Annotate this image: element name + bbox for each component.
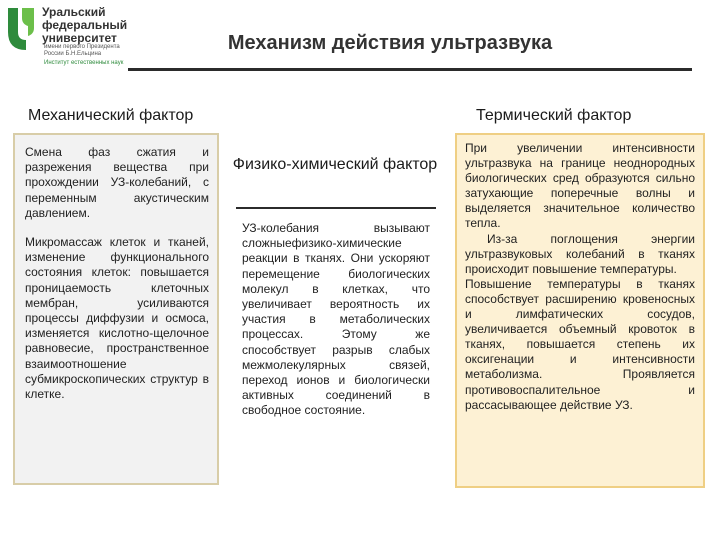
mechanical-factor-box [13, 133, 219, 485]
thermal-text-3: Повышение температуры в тканях способствует расширению кровеносных и лимфатических сосудов, увеличивается объемный кровоток в тканях, повышается степень их оксигенации и интенсивности метаболизма. Проявляется противовоспалительное и рассасывающее действие УЗ. [465, 276, 695, 412]
thermal-text-2: Из-за поглощения энергии ультразвуковых колебаний в тканях происходит повышение температуры. [465, 231, 695, 276]
university-logo [4, 4, 128, 76]
physicochemical-factor-box [234, 217, 438, 479]
logo-subtitle: имени первого Президента России Б.Н.Ельцина [44, 44, 120, 57]
physicochemical-text: УЗ-колебания вызывают сложныефизико-химические реакции в тканях. Они ускоряют перемещение биологических молекул в клетках, что увеличивает вероятность их участия в метаболических процессах. Этому же способствует разрыв слабых межмолекулярных связей, переход ионов и биологически активных соединений в свободное состояние. [242, 221, 430, 418]
middle-divider [236, 207, 436, 209]
physicochemical-factor-heading: Физико-химический фактор [232, 156, 438, 173]
logo-institute: Институт естественных наук [44, 60, 124, 66]
title-underline [128, 68, 692, 71]
slide-title: Механизм действия ультразвука [227, 32, 553, 54]
mechanical-text-1: Смена фаз сжатия и разрежения вещества при прохождении УЗ-колебаний, с переменным акустическим давлением. [25, 145, 209, 220]
mechanical-factor-heading: Механический фактор [28, 107, 194, 124]
logo-name: Уральский федеральный университет [42, 5, 128, 45]
thermal-text-1: При увеличении интенсивности ультразвука на границе неоднородных биологических сред образуются сильно затухающие поперечные волны и выделяется значительное количество тепла. [465, 141, 695, 231]
thermal-factor-box [455, 133, 705, 488]
mechanical-text-2: Микромассаж клеток и тканей, изменение функционального состояния клеток: повышается проницаемость клеточных мембран, усиливаются процессы диффузии и осмоса, изменяется кислотно-щелочное равновесие, пространственное взаимоотношение субмикроскопических структур в клетке. [25, 235, 209, 402]
urfu-logo-icon [4, 4, 40, 54]
thermal-factor-heading: Термический фактор [476, 107, 632, 124]
